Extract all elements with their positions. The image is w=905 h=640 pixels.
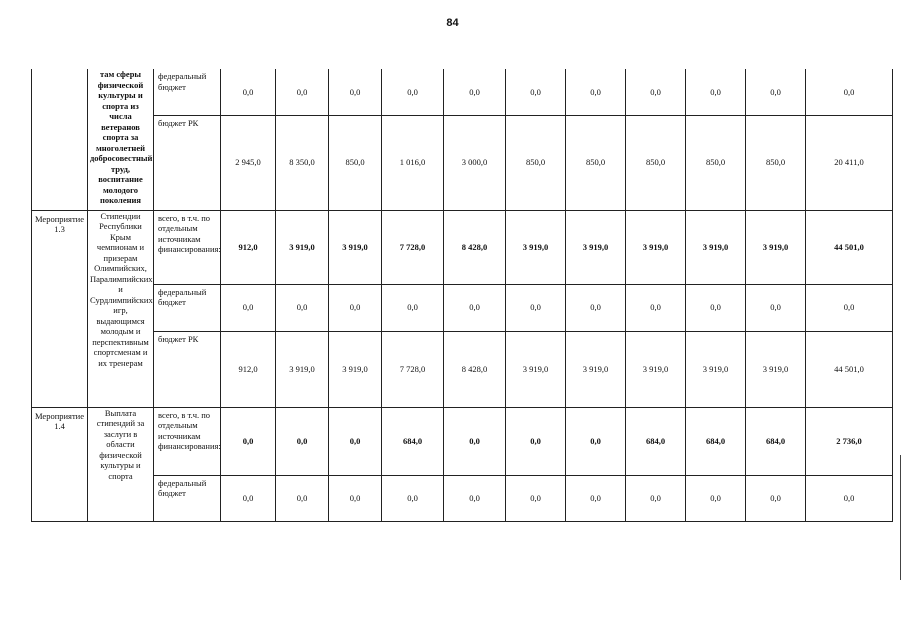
value-cell: 3 919,0	[566, 331, 626, 407]
value-cell: 0,0	[626, 284, 686, 331]
total-value-cell: 20 411,0	[806, 115, 893, 210]
value-cell: 0,0	[566, 475, 626, 521]
value-cell: 0,0	[276, 69, 329, 115]
table-row	[32, 69, 893, 115]
funding-source-cell: всего, в т.ч. по отдельным источникам финансирования:	[154, 407, 221, 475]
value-cell: 912,0	[221, 331, 276, 407]
value-cell: 0,0	[506, 407, 566, 475]
value-cell: 684,0	[746, 407, 806, 475]
value-cell: 3 919,0	[686, 331, 746, 407]
value-cell: 0,0	[566, 407, 626, 475]
value-cell: 3 000,0	[444, 115, 506, 210]
measure-cell: Мероприятие 1.4	[32, 407, 88, 521]
value-cell: 0,0	[329, 475, 382, 521]
budget-table	[31, 69, 893, 522]
total-value-cell: 44 501,0	[806, 331, 893, 407]
value-cell: 0,0	[444, 69, 506, 115]
value-cell: 0,0	[329, 284, 382, 331]
value-cell: 0,0	[746, 284, 806, 331]
value-cell: 0,0	[746, 69, 806, 115]
page-edge-line	[900, 455, 901, 580]
value-cell: 0,0	[221, 475, 276, 521]
table-row	[32, 115, 893, 210]
value-cell: 2 945,0	[221, 115, 276, 210]
value-cell: 3 919,0	[566, 210, 626, 284]
value-cell: 0,0	[444, 407, 506, 475]
value-cell: 0,0	[382, 284, 444, 331]
value-cell: 850,0	[626, 115, 686, 210]
value-cell: 0,0	[329, 407, 382, 475]
funding-source-cell: бюджет РК	[154, 331, 221, 407]
funding-source-cell: бюджет РК	[154, 115, 221, 210]
value-cell: 3 919,0	[276, 331, 329, 407]
value-cell: 0,0	[221, 284, 276, 331]
funding-source-cell: федеральный бюджет	[154, 284, 221, 331]
value-cell: 1 016,0	[382, 115, 444, 210]
table-row	[32, 284, 893, 331]
table-row	[32, 331, 893, 407]
value-cell: 0,0	[329, 69, 382, 115]
value-cell: 3 919,0	[686, 210, 746, 284]
value-cell: 0,0	[382, 475, 444, 521]
value-cell: 0,0	[686, 475, 746, 521]
value-cell: 0,0	[276, 475, 329, 521]
value-cell: 8 350,0	[276, 115, 329, 210]
value-cell: 912,0	[221, 210, 276, 284]
value-cell: 850,0	[566, 115, 626, 210]
value-cell: 3 919,0	[276, 210, 329, 284]
value-cell: 3 919,0	[329, 331, 382, 407]
funding-source-cell: всего, в т.ч. по отдельным источникам финансирования:	[154, 210, 221, 284]
value-cell: 0,0	[566, 69, 626, 115]
value-cell: 8 428,0	[444, 331, 506, 407]
value-cell: 0,0	[686, 69, 746, 115]
value-cell: 0,0	[221, 407, 276, 475]
value-cell: 0,0	[221, 69, 276, 115]
value-cell: 684,0	[382, 407, 444, 475]
total-value-cell: 0,0	[806, 284, 893, 331]
value-cell: 850,0	[686, 115, 746, 210]
value-cell: 3 919,0	[626, 331, 686, 407]
value-cell: 3 919,0	[506, 331, 566, 407]
value-cell: 7 728,0	[382, 210, 444, 284]
value-cell: 0,0	[506, 475, 566, 521]
value-cell: 0,0	[382, 69, 444, 115]
value-cell: 0,0	[444, 475, 506, 521]
value-cell: 0,0	[506, 69, 566, 115]
total-value-cell: 2 736,0	[806, 407, 893, 475]
value-cell: 850,0	[329, 115, 382, 210]
value-cell: 3 919,0	[329, 210, 382, 284]
value-cell: 0,0	[276, 407, 329, 475]
value-cell: 850,0	[506, 115, 566, 210]
value-cell: 0,0	[566, 284, 626, 331]
funding-source-cell: федеральный бюджет	[154, 475, 221, 521]
measure-cell	[32, 69, 88, 210]
measure-name-cell: там сферы физической культуры и спорта из числа ветеранов спорта за многолетней добросовестный труд, воспитание молодого поколения	[88, 69, 154, 210]
value-cell: 3 919,0	[626, 210, 686, 284]
funding-source-cell: федеральный бюджет	[154, 69, 221, 115]
table-row	[32, 407, 893, 475]
value-cell: 3 919,0	[506, 210, 566, 284]
value-cell: 0,0	[626, 69, 686, 115]
value-cell: 3 919,0	[746, 210, 806, 284]
value-cell: 8 428,0	[444, 210, 506, 284]
value-cell: 684,0	[686, 407, 746, 475]
table-row	[32, 210, 893, 284]
measure-name-cell: Выплата стипендий за заслуги в области физической культуры и спорта	[88, 407, 154, 521]
total-value-cell: 0,0	[806, 475, 893, 521]
value-cell: 684,0	[626, 407, 686, 475]
value-cell: 3 919,0	[746, 331, 806, 407]
value-cell: 0,0	[506, 284, 566, 331]
table-row	[32, 475, 893, 521]
measure-name-cell: Стипендии Республики Крым чемпионам и призерам Олимпийских, Паралимпийских и Сурдлимпийских игр, выдающимся молодым и перспективным спортсменам и их тренерам	[88, 210, 154, 407]
measure-cell: Мероприятие 1.3	[32, 210, 88, 407]
total-value-cell: 44 501,0	[806, 210, 893, 284]
value-cell: 0,0	[444, 284, 506, 331]
value-cell: 0,0	[686, 284, 746, 331]
value-cell: 0,0	[626, 475, 686, 521]
value-cell: 850,0	[746, 115, 806, 210]
value-cell: 7 728,0	[382, 331, 444, 407]
value-cell: 0,0	[746, 475, 806, 521]
value-cell: 0,0	[276, 284, 329, 331]
page-number: 84	[446, 17, 459, 29]
total-value-cell: 0,0	[806, 69, 893, 115]
